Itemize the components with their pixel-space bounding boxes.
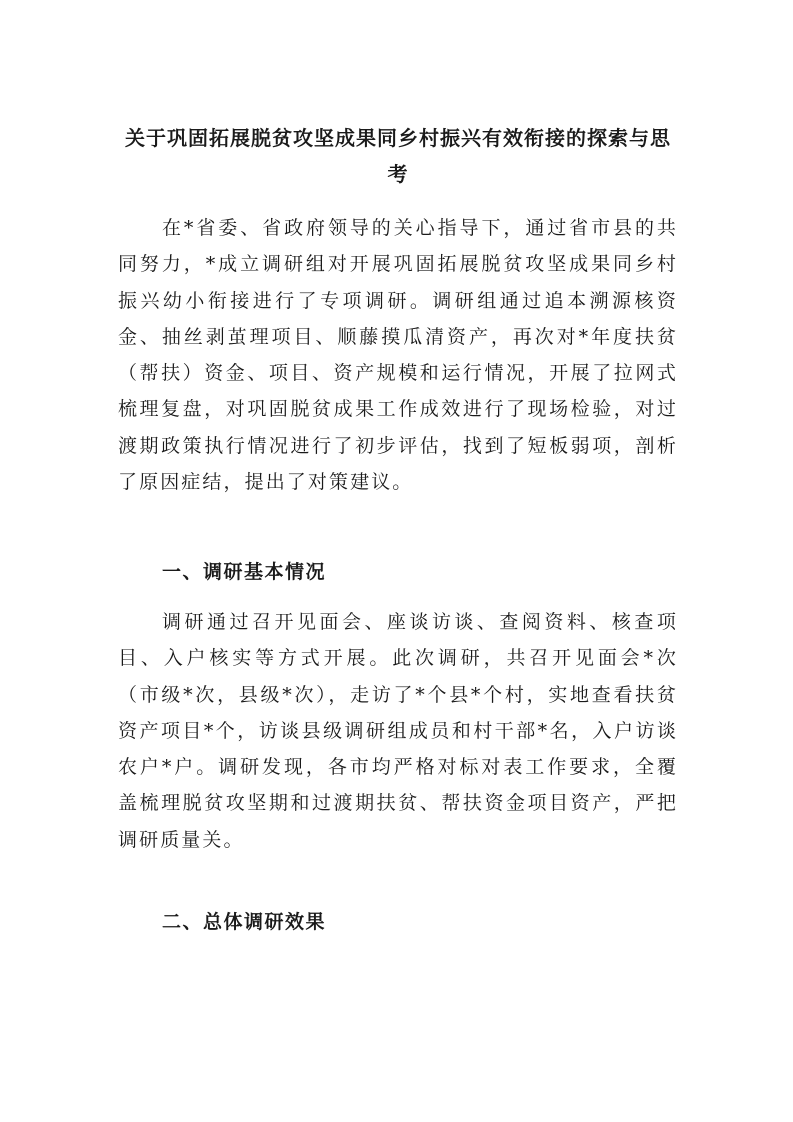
document-title: 关于巩固拓展脱贫攻坚成果同乡村振兴有效衔接的探索与思考 [125, 126, 671, 186]
section-heading-overall-effect: 二、总体调研效果 [162, 911, 327, 933]
section-heading-basic-situation: 一、调研基本情况 [162, 561, 327, 583]
section-paragraph-basic-situation: 调研通过召开见面会、座谈访谈、查阅资料、核查项目、入户核实等方式开展。此次调研，共召开见面会*次（市级*次，县级*次），走访了*个县*个村，实地查看扶贫资产项目*个，访谈县级调研组成员和村干部*名，入户访谈农户*户。调研发现，各市均严格对标对表工作要求，全覆盖梳理脱贫攻坚期和过渡期扶贫、帮扶资金项目资产，严把调研质量关。 [118, 611, 678, 851]
intro-paragraph: 在*省委、省政府领导的关心指导下，通过省市县的共同努力，*成立调研组对开展巩固拓展脱贫攻坚成果同乡村振兴幼小衔接进行了专项调研。调研组通过追本溯源核资金、抽丝剥茧理项目、顺藤摸瓜清资产，再次对*年度扶贫（帮扶）资金、项目、资产规模和运行情况，开展了拉网式梳理复盘，对巩固脱贫成果工作成效进行了现场检验，对过渡期政策执行情况进行了初步评估，找到了短板弱项，剖析了原因症结，提出了对策建议。 [118, 217, 678, 494]
